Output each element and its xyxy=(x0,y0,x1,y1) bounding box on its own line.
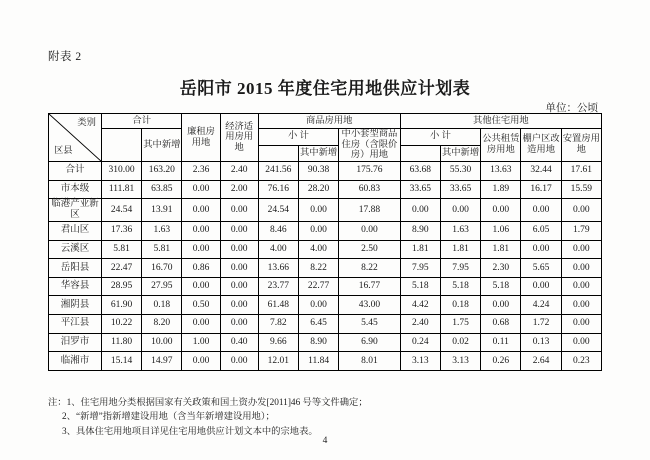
cell-affordable: 0.00 xyxy=(220,222,258,241)
table-corner-header xyxy=(49,114,102,162)
cell-commercial-sum: 13.66 xyxy=(258,259,298,278)
cell-shanty: 6.05 xyxy=(521,222,561,241)
subheader-total-small xyxy=(101,129,141,162)
row-label: 湘阴县 xyxy=(49,296,102,315)
cell-total-sum: 15.14 xyxy=(101,352,141,371)
subheader-resettlement: 安置房用地 xyxy=(561,129,601,162)
cell-commercial-new: 0.00 xyxy=(298,222,338,241)
cell-other-new: 7.95 xyxy=(440,259,480,278)
cell-resettlement: 0.00 xyxy=(561,240,601,259)
row-label: 市本级 xyxy=(49,180,102,199)
group-header-affordable: 经济适用房用地 xyxy=(220,114,258,162)
row-label: 临港产业新区 xyxy=(49,199,102,222)
cell-commercial-sum: 76.16 xyxy=(258,180,298,199)
cell-other-new: 0.18 xyxy=(440,296,480,315)
cell-affordable: 0.00 xyxy=(220,240,258,259)
table-row xyxy=(49,296,602,315)
cell-affordable: 0.00 xyxy=(220,296,258,315)
table-row xyxy=(49,222,602,241)
cell-commercial-sum: 8.46 xyxy=(258,222,298,241)
cell-commercial-new: 22.77 xyxy=(298,277,338,296)
cell-public-rental: 0.11 xyxy=(481,333,521,352)
cell-public-rental: 1.06 xyxy=(481,222,521,241)
cell-low-rent: 0.00 xyxy=(182,315,220,334)
cell-commercial-mid: 175.76 xyxy=(339,162,400,181)
subheader-commercial-new: 其中新增 xyxy=(298,145,338,162)
cell-other-new: 0.02 xyxy=(440,333,480,352)
cell-commercial-new: 0.00 xyxy=(298,296,338,315)
cell-commercial-new: 90.38 xyxy=(298,162,338,181)
cell-commercial-mid: 0.00 xyxy=(339,222,400,241)
subheader-total-new: 其中新增 xyxy=(142,129,182,162)
cell-total-sum: 111.81 xyxy=(101,180,141,199)
cell-low-rent: 2.36 xyxy=(182,162,220,181)
cell-other-sum: 1.81 xyxy=(400,240,440,259)
cell-other-sum: 0.24 xyxy=(400,333,440,352)
table-row xyxy=(49,277,602,296)
cell-low-rent: 0.00 xyxy=(182,352,220,371)
cell-total-new: 5.81 xyxy=(142,240,182,259)
table-row xyxy=(49,333,602,352)
cell-total-new: 27.95 xyxy=(142,277,182,296)
table-row xyxy=(49,240,602,259)
cell-other-new: 1.63 xyxy=(440,222,480,241)
cell-total-new: 14.97 xyxy=(142,352,182,371)
cell-commercial-new: 0.00 xyxy=(298,199,338,222)
cell-commercial-mid: 17.88 xyxy=(339,199,400,222)
cell-commercial-sum: 241.56 xyxy=(258,162,298,181)
cell-total-new: 13.91 xyxy=(142,199,182,222)
cell-low-rent: 1.00 xyxy=(182,333,220,352)
cell-other-sum: 2.40 xyxy=(400,315,440,334)
cell-other-sum: 3.13 xyxy=(400,352,440,371)
cell-resettlement: 0.00 xyxy=(561,277,601,296)
cell-resettlement: 0.00 xyxy=(561,296,601,315)
cell-low-rent: 0.00 xyxy=(182,199,220,222)
cell-total-new: 63.85 xyxy=(142,180,182,199)
cell-other-new: 0.00 xyxy=(440,199,480,222)
row-label: 华容县 xyxy=(49,277,102,296)
cell-affordable: 0.40 xyxy=(220,333,258,352)
cell-resettlement: 0.00 xyxy=(561,199,601,222)
cell-total-sum: 28.95 xyxy=(101,277,141,296)
cell-total-sum: 61.90 xyxy=(101,296,141,315)
cell-resettlement: 1.79 xyxy=(561,222,601,241)
cell-public-rental: 0.26 xyxy=(481,352,521,371)
cell-shanty: 32.44 xyxy=(521,162,561,181)
cell-commercial-sum: 61.48 xyxy=(258,296,298,315)
cell-shanty: 1.72 xyxy=(521,315,561,334)
cell-total-sum: 10.22 xyxy=(101,315,141,334)
cell-total-new: 10.00 xyxy=(142,333,182,352)
cell-other-sum: 8.90 xyxy=(400,222,440,241)
subheader-other-subtotal xyxy=(400,145,440,162)
cell-public-rental: 0.68 xyxy=(481,315,521,334)
cell-total-sum: 11.80 xyxy=(101,333,141,352)
cell-commercial-mid: 8.01 xyxy=(339,352,400,371)
unit-note: 单位：公顷 xyxy=(545,103,598,114)
land-supply-plan-table xyxy=(48,113,602,371)
cell-total-sum: 24.54 xyxy=(101,199,141,222)
cell-commercial-mid: 16.77 xyxy=(339,277,400,296)
footnote-3: 3、具体住宅用地项目详见住宅用地供应计划文本中的宗地表。 xyxy=(62,426,318,437)
subheader-public-rental: 公共租赁房用地 xyxy=(481,129,521,162)
page-title: 岳阳市 2015 年度住宅用地供应计划表 xyxy=(179,79,471,98)
cell-commercial-new: 8.22 xyxy=(298,259,338,278)
cell-public-rental: 0.00 xyxy=(481,296,521,315)
cell-commercial-mid: 2.50 xyxy=(339,240,400,259)
row-label: 临湘市 xyxy=(49,352,102,371)
cell-commercial-new: 6.45 xyxy=(298,315,338,334)
cell-other-sum: 4.42 xyxy=(400,296,440,315)
table-row xyxy=(49,162,602,181)
cell-commercial-sum: 4.00 xyxy=(258,240,298,259)
cell-shanty: 5.65 xyxy=(521,259,561,278)
group-header-low-rent: 廉租房用地 xyxy=(182,114,220,162)
cell-commercial-sum: 12.01 xyxy=(258,352,298,371)
table-row xyxy=(49,199,602,222)
subheader-commercial-small: 小 计 xyxy=(258,129,339,146)
subheader-other-new: 其中新增 xyxy=(440,145,480,162)
cell-low-rent: 0.00 xyxy=(182,222,220,241)
cell-commercial-mid: 6.90 xyxy=(339,333,400,352)
footnote-2: 2、“新增”指新增建设用地（含当年新增建设用地）； xyxy=(62,412,275,423)
cell-other-sum: 0.00 xyxy=(400,199,440,222)
cell-low-rent: 0.86 xyxy=(182,259,220,278)
group-header-other: 其他住宅用地 xyxy=(400,114,601,129)
cell-other-new: 33.65 xyxy=(440,180,480,199)
cell-shanty: 16.17 xyxy=(521,180,561,199)
cell-low-rent: 0.00 xyxy=(182,277,220,296)
cell-other-new: 1.81 xyxy=(440,240,480,259)
footnote-1: 注：1、住宅用地分类根据国家有关政策和国土资办发[2011]46 号等文件确定； xyxy=(48,398,368,408)
cell-resettlement: 0.23 xyxy=(561,352,601,371)
attachment-label: 附表 2 xyxy=(48,51,82,63)
subheader-commercial-mid: 中小套型商品住房（含限价房）用地 xyxy=(339,129,400,162)
region-label: 区县 xyxy=(54,146,73,157)
cell-low-rent: 0.00 xyxy=(182,180,220,199)
cell-other-new: 5.18 xyxy=(440,277,480,296)
cell-commercial-new: 11.84 xyxy=(298,352,338,371)
cell-public-rental: 1.89 xyxy=(481,180,521,199)
cell-affordable: 0.00 xyxy=(220,259,258,278)
cell-affordable: 0.00 xyxy=(220,352,258,371)
cell-commercial-mid: 8.22 xyxy=(339,259,400,278)
row-label: 君山区 xyxy=(49,222,102,241)
cell-shanty: 0.00 xyxy=(521,277,561,296)
cell-total-new: 16.70 xyxy=(142,259,182,278)
row-label: 平江县 xyxy=(49,315,102,334)
cell-public-rental: 2.30 xyxy=(481,259,521,278)
group-header-total: 合计 xyxy=(101,114,182,129)
cell-other-sum: 63.68 xyxy=(400,162,440,181)
group-header-commercial: 商品房用地 xyxy=(258,114,400,129)
cell-resettlement: 0.00 xyxy=(561,259,601,278)
subheader-commercial-subtotal xyxy=(258,145,298,162)
cell-commercial-new: 28.20 xyxy=(298,180,338,199)
cell-commercial-sum: 9.66 xyxy=(258,333,298,352)
cell-low-rent: 0.00 xyxy=(182,240,220,259)
cell-total-sum: 17.36 xyxy=(101,222,141,241)
cell-commercial-mid: 60.83 xyxy=(339,180,400,199)
row-label: 合计 xyxy=(49,162,102,181)
cell-commercial-new: 8.90 xyxy=(298,333,338,352)
cell-commercial-mid: 5.45 xyxy=(339,315,400,334)
cell-shanty: 2.64 xyxy=(521,352,561,371)
cell-total-new: 163.20 xyxy=(142,162,182,181)
cell-other-sum: 5.18 xyxy=(400,277,440,296)
table-row xyxy=(49,352,602,371)
cell-affordable: 0.00 xyxy=(220,315,258,334)
row-label: 云溪区 xyxy=(49,240,102,259)
cell-other-new: 1.75 xyxy=(440,315,480,334)
cell-affordable: 0.00 xyxy=(220,199,258,222)
cell-resettlement: 15.59 xyxy=(561,180,601,199)
cell-resettlement: 0.00 xyxy=(561,315,601,334)
table-row xyxy=(49,315,602,334)
cell-shanty: 0.00 xyxy=(521,199,561,222)
cell-shanty: 0.00 xyxy=(521,240,561,259)
cell-commercial-sum: 7.82 xyxy=(258,315,298,334)
cell-total-sum: 5.81 xyxy=(101,240,141,259)
cell-other-new: 55.30 xyxy=(440,162,480,181)
cell-commercial-mid: 43.00 xyxy=(339,296,400,315)
cell-total-new: 1.63 xyxy=(142,222,182,241)
table-row xyxy=(49,180,602,199)
row-label: 岳阳县 xyxy=(49,259,102,278)
cell-total-new: 8.20 xyxy=(142,315,182,334)
cell-other-sum: 33.65 xyxy=(400,180,440,199)
cell-resettlement: 17.61 xyxy=(561,162,601,181)
cell-commercial-new: 4.00 xyxy=(298,240,338,259)
cell-total-sum: 22.47 xyxy=(101,259,141,278)
category-label: 类别 xyxy=(77,118,96,128)
cell-total-sum: 310.00 xyxy=(101,162,141,181)
cell-commercial-sum: 23.77 xyxy=(258,277,298,296)
cell-affordable: 2.00 xyxy=(220,180,258,199)
subheader-other-small: 小 计 xyxy=(400,129,481,146)
footnotes xyxy=(48,396,368,439)
cell-other-new: 3.13 xyxy=(440,352,480,371)
cell-commercial-sum: 24.54 xyxy=(258,199,298,222)
cell-public-rental: 0.00 xyxy=(481,199,521,222)
table-row xyxy=(49,259,602,278)
cell-low-rent: 0.50 xyxy=(182,296,220,315)
cell-resettlement: 0.00 xyxy=(561,333,601,352)
cell-public-rental: 13.63 xyxy=(481,162,521,181)
subheader-shanty: 棚户区改造用地 xyxy=(521,129,561,162)
page-number: 4 xyxy=(322,436,328,446)
cell-shanty: 0.13 xyxy=(521,333,561,352)
cell-affordable: 2.40 xyxy=(220,162,258,181)
cell-public-rental: 1.81 xyxy=(481,240,521,259)
cell-public-rental: 5.18 xyxy=(481,277,521,296)
cell-total-new: 0.18 xyxy=(142,296,182,315)
cell-shanty: 4.24 xyxy=(521,296,561,315)
row-label: 汨罗市 xyxy=(49,333,102,352)
cell-other-sum: 7.95 xyxy=(400,259,440,278)
cell-affordable: 0.00 xyxy=(220,277,258,296)
table-body xyxy=(49,162,602,371)
